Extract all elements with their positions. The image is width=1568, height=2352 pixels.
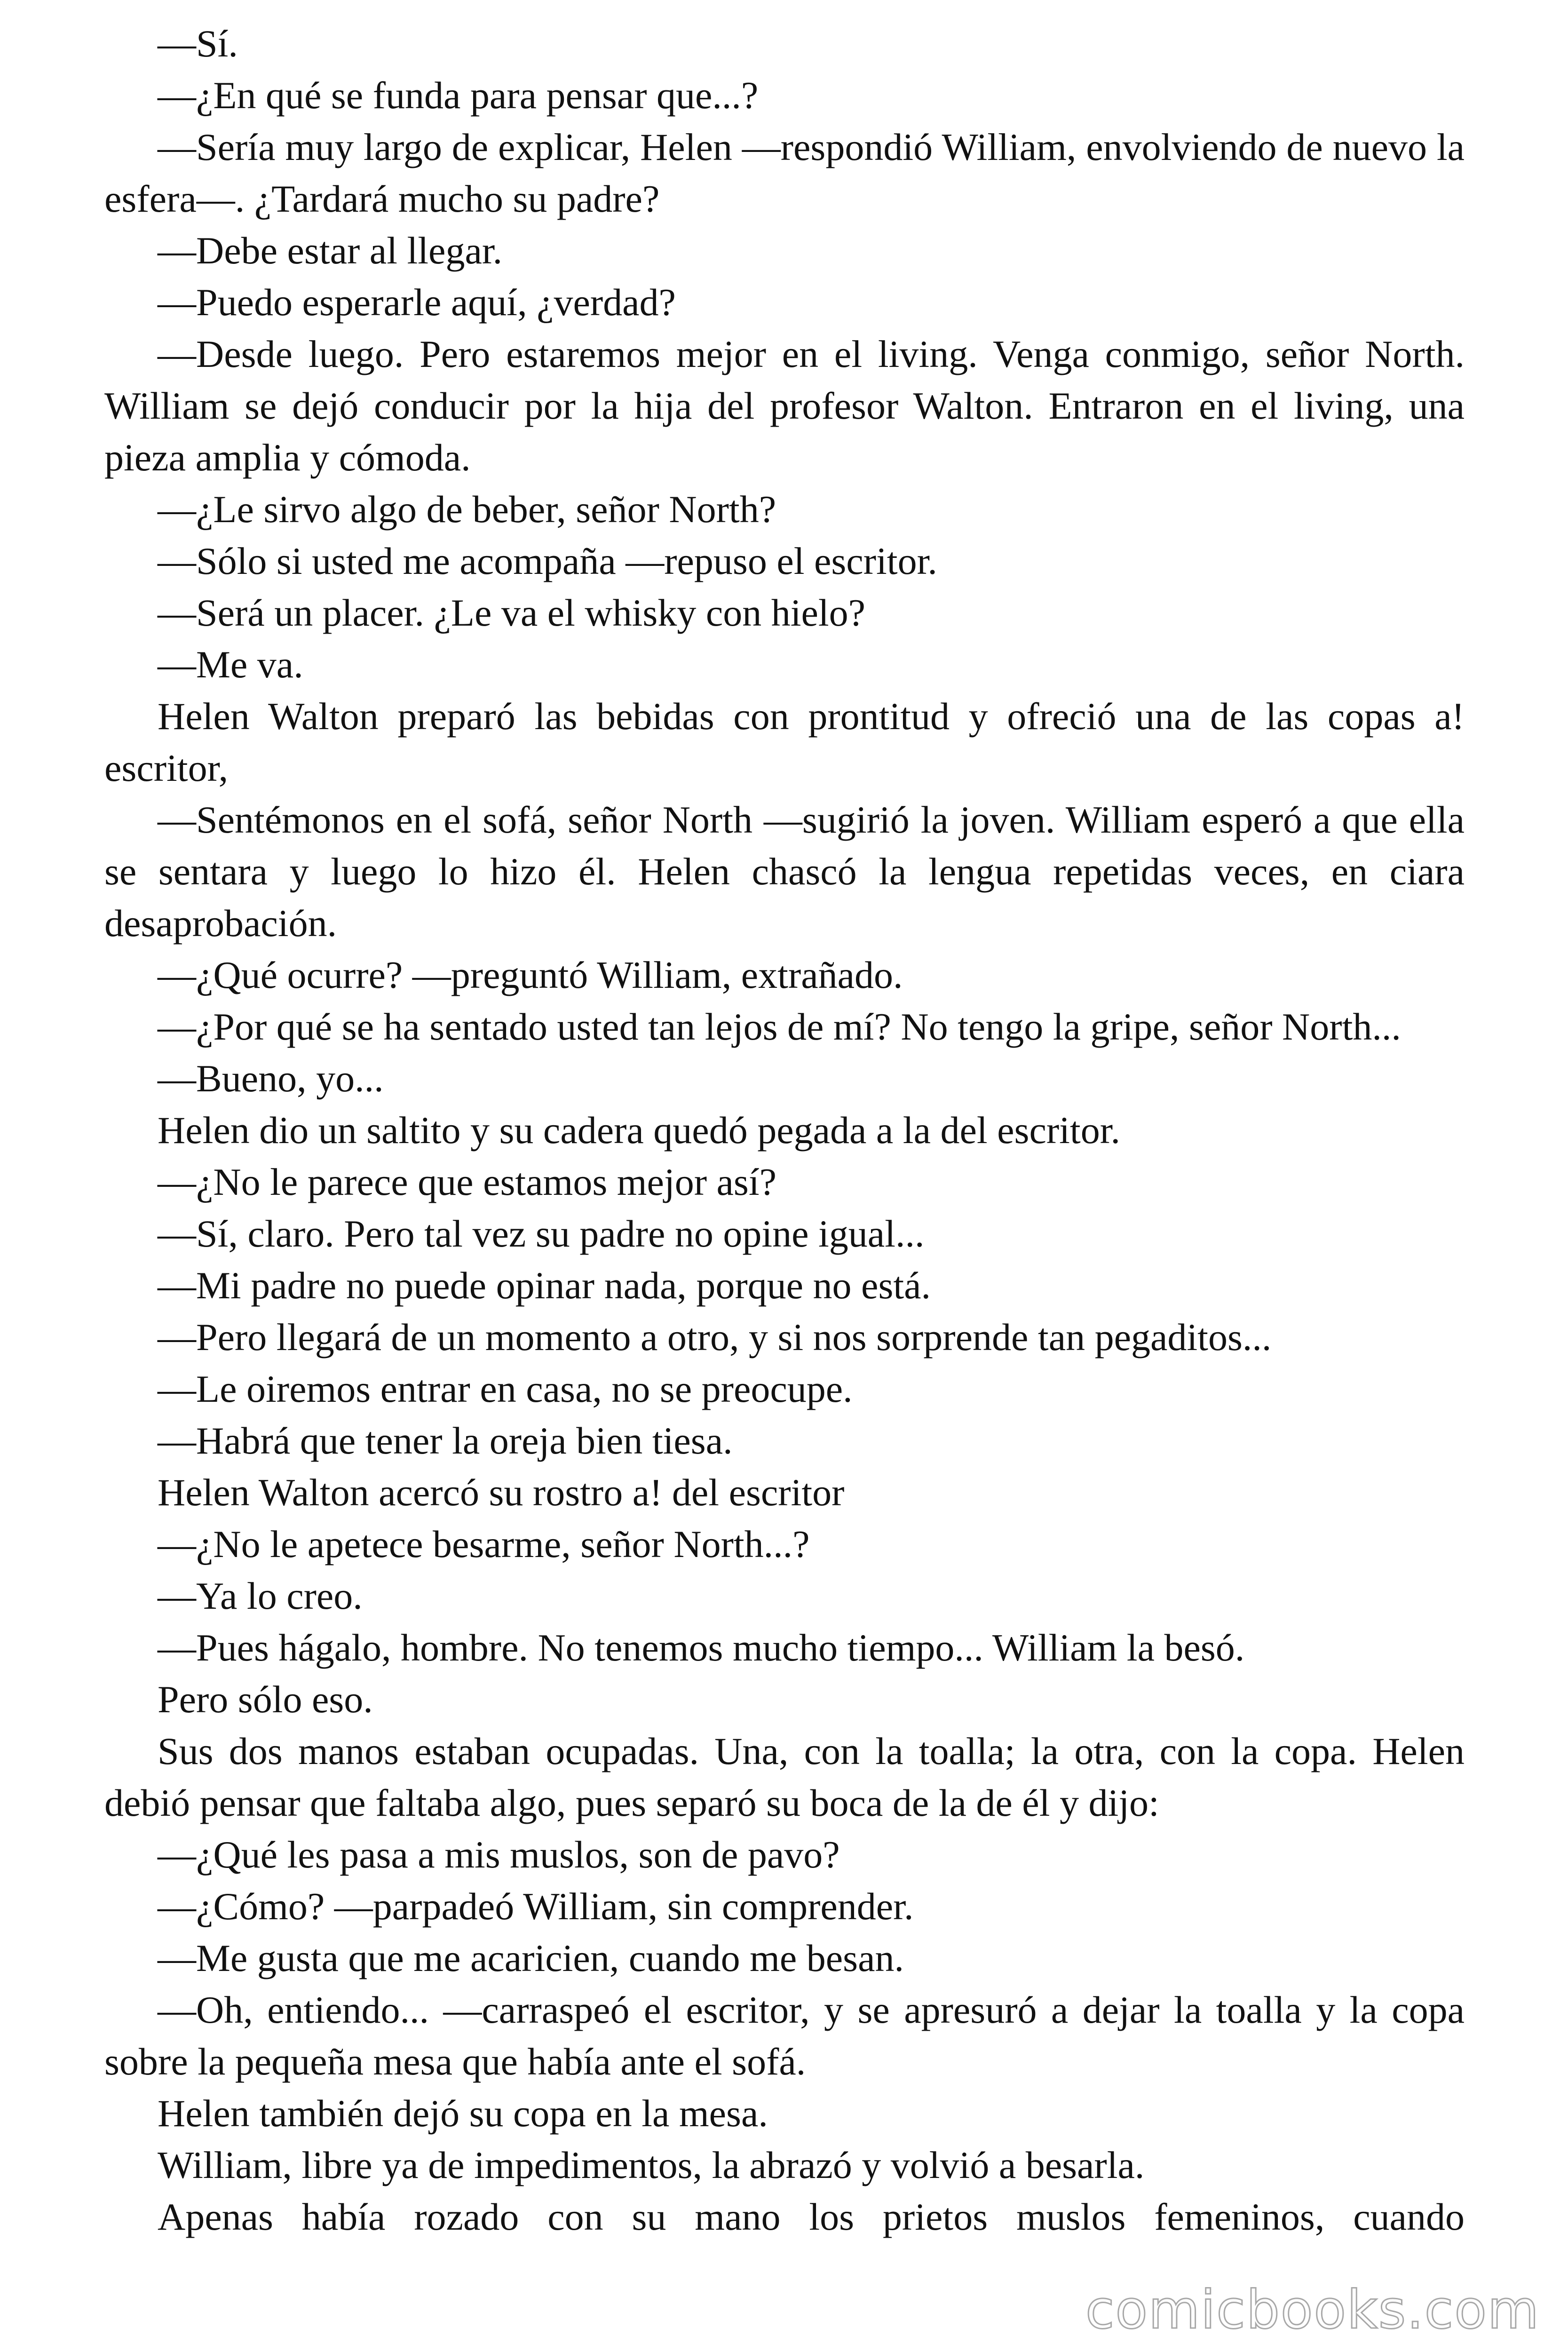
paragraph: —Pero llegará de un momento a otro, y si nos sorprende tan pegaditos...: [158, 1316, 1272, 1359]
paragraph: —¿No le apetece besarme, señor North...?: [158, 1523, 810, 1565]
paragraph: —Sería muy largo de explicar, Helen —respondió William, envolviendo de nuevo la esfera—. ¿Tardará mucho su padre?: [104, 126, 1465, 220]
paragraph: —Me va.: [158, 643, 303, 686]
paragraph: Helen también dejó su copa en la mesa.: [158, 2092, 768, 2135]
paragraph: —Debe estar al llegar.: [158, 229, 503, 272]
paragraph: William, libre ya de impedimentos, la abrazó y volvió a besarla.: [158, 2144, 1145, 2186]
paragraph: —¿No le parece que estamos mejor así?: [158, 1160, 777, 1203]
paragraph: —Sentémonos en el sofá, señor North —sugirió la joven. William esperó a que ella se sentara y luego lo hizo él. Helen chascó la lengua repetidas veces, en ciara desaprobación.: [104, 798, 1465, 945]
paragraph: Helen Walton acercó su rostro a! del escritor: [158, 1471, 845, 1514]
paragraph: —Será un placer. ¿Le va el whisky con hielo?: [158, 591, 866, 634]
paragraph: —Bueno, yo...: [158, 1057, 384, 1100]
paragraph: —¿Le sirvo algo de beber, señor North?: [158, 488, 776, 531]
paragraph: —¿En qué se funda para pensar que...?: [158, 74, 759, 117]
paragraph: Helen Walton preparó las bebidas con prontitud y ofreció una de las copas a! escritor,: [104, 695, 1465, 789]
paragraph: Apenas había rozado con su mano los prietos muslos femeninos, cuando: [158, 2195, 1465, 2238]
paragraph: —Me gusta que me acaricien, cuando me besan.: [158, 1937, 904, 1979]
page-body-text: [104, 18, 1465, 2243]
paragraph: —¿Por qué se ha sentado usted tan lejos de mí? No tengo la gripe, señor North...: [158, 1005, 1401, 1048]
paragraph: —Ya lo creo.: [158, 1574, 363, 1617]
paragraph: —Oh, entiendo... —carraspeó el escritor, y se apresuró a dejar la toalla y la copa sobre la pequeña mesa que había ante el sofá.: [104, 1988, 1465, 2083]
paragraph: —Mi padre no puede opinar nada, porque no está.: [158, 1264, 931, 1307]
paragraph: Pero sólo eso.: [158, 1678, 373, 1721]
paragraph: —Sí, claro. Pero tal vez su padre no opine igual...: [158, 1212, 925, 1255]
paragraph: —Desde luego. Pero estaremos mejor en el living. Venga conmigo, señor North. William se dejó conducir por la hija del profesor Walton. Entraron en el living, una pieza amplia y cómoda.: [104, 333, 1465, 479]
paragraph: —¿Qué ocurre? —preguntó William, extrañado.: [158, 954, 903, 996]
paragraph: —Habrá que tener la oreja bien tiesa.: [158, 1419, 733, 1462]
paragraph: —Sí.: [158, 22, 238, 65]
paragraph: —Le oiremos entrar en casa, no se preocupe.: [158, 1367, 853, 1410]
paragraph: Sus dos manos estaban ocupadas. Una, con la toalla; la otra, con la copa. Helen debió pensar que faltaba algo, pues separó su boca de la de él y dijo:: [104, 1730, 1465, 1824]
paragraph: —Sólo si usted me acompaña —repuso el escritor.: [158, 540, 937, 582]
paragraph: Helen dio un saltito y su cadera quedó pegada a la del escritor.: [158, 1109, 1120, 1152]
watermark: comicbooks.com: [1085, 2280, 1540, 2341]
paragraph: —¿Qué les pasa a mis muslos, son de pavo?: [158, 1833, 840, 1876]
paragraph: —¿Cómo? —parpadeó William, sin comprender.: [158, 1885, 914, 1928]
paragraph: —Pues hágalo, hombre. No tenemos mucho tiempo... William la besó.: [158, 1626, 1245, 1669]
paragraph: —Puedo esperarle aquí, ¿verdad?: [158, 281, 676, 324]
